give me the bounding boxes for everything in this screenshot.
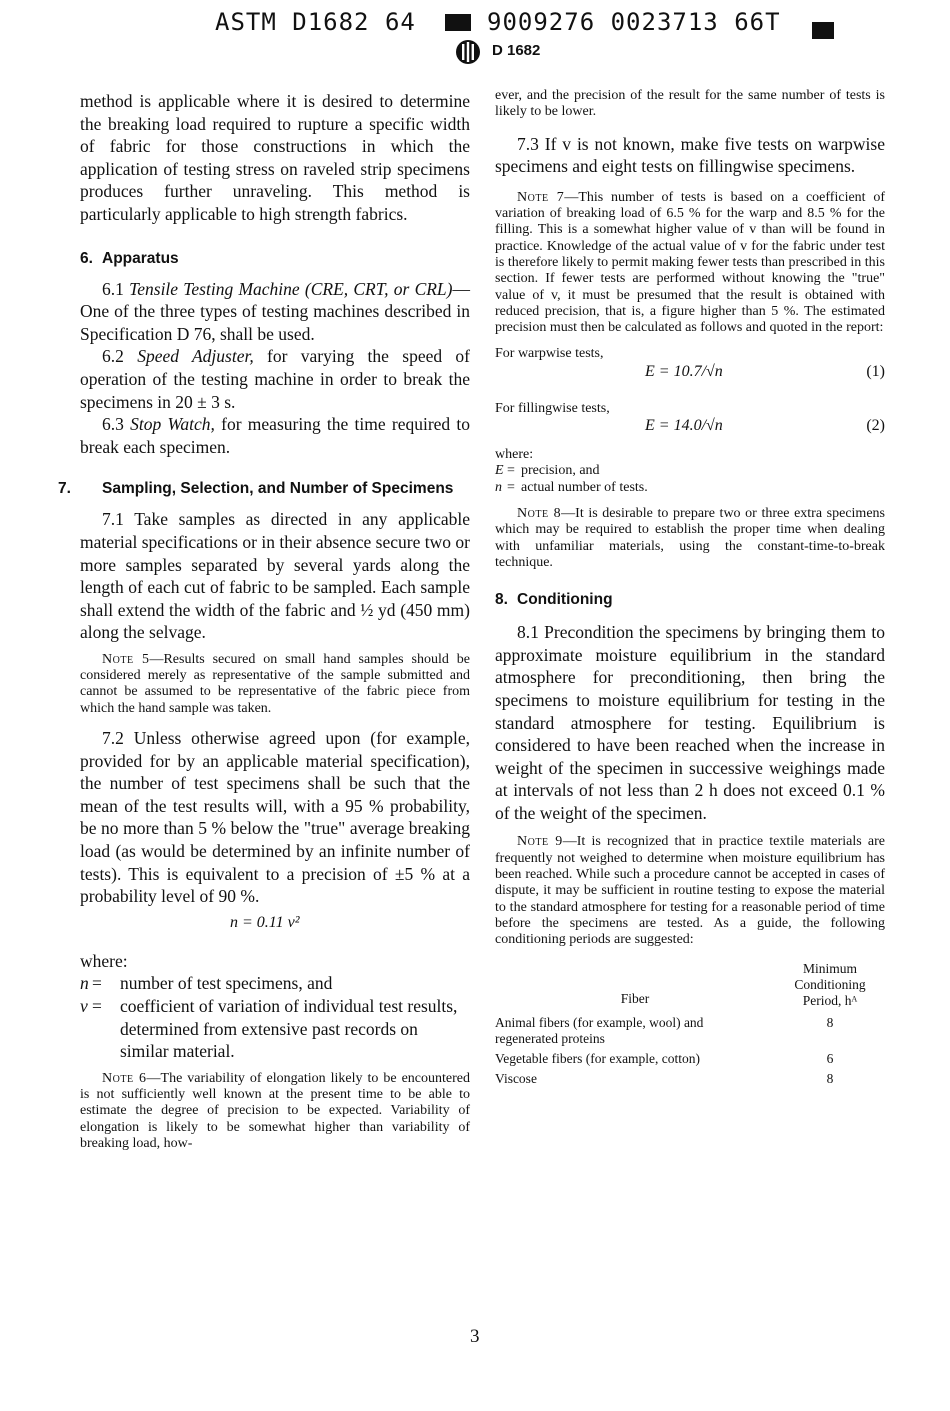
table-cell-hours: 6 <box>826 1050 834 1066</box>
section-6-heading <box>80 248 470 270</box>
table-row <box>495 1049 885 1069</box>
intro-paragraph: method is applicable where it is desired to determine the breaking load required to rupture a specific width of fabric for those constructions in which the application of testing stress on raveled strip specimens produces further unraveling. This method is particularly applicable to high strength fabrics. <box>80 91 470 224</box>
note-5-label: Note 5 <box>102 651 150 667</box>
definition-n-right <box>495 480 885 496</box>
paragraph-6-1-text: —One of the three types of testing machines described in Specification D 76, shall be used. <box>80 278 470 344</box>
definition-n-right-text: actual number of tests. <box>521 479 648 495</box>
conditioning-table <box>495 961 885 1089</box>
definition-n <box>80 972 470 995</box>
section-7-heading <box>58 478 470 500</box>
definition-v-text: coefficient of variation of individual test results, determined from extensive past records on similar material. <box>120 996 458 1062</box>
note-9 <box>495 834 885 948</box>
section-6-title: Apparatus <box>102 249 179 267</box>
section-7-title: Sampling, Selection, and Number of Specimens <box>102 480 454 498</box>
table-cell-fiber: Vegetable fibers (for example, cotton) <box>495 1050 701 1066</box>
paragraph-6-3 <box>80 413 470 458</box>
astm-logo <box>454 38 482 66</box>
where-label: where: <box>80 950 128 971</box>
table-header-period: Minimum Conditioning Period, hᴬ <box>794 960 866 1008</box>
paragraph-6-1-title: Tensile Testing Machine (CRE, CRT, or CRL) <box>129 278 453 299</box>
designation-label: D 1682 <box>492 42 541 59</box>
paragraph-6-2 <box>80 345 470 413</box>
page-number: 3 <box>470 1326 480 1347</box>
fillingwise-label: For fillingwise tests, <box>495 400 610 416</box>
header-bar-left <box>445 14 471 31</box>
header-code-right: 9009276 0023713 66T <box>487 8 781 36</box>
note-7-label: Note 7 <box>517 189 565 205</box>
right-column <box>495 88 885 1089</box>
definition-n-right-symbol: n <box>495 479 502 495</box>
equation-2-expression: E = 14.0/√n <box>645 417 723 435</box>
equation-1 <box>495 363 885 387</box>
table-cell-fiber: Viscose <box>495 1070 537 1086</box>
warpwise-label: For warpwise tests, <box>495 346 604 362</box>
definition-v-equals: = <box>92 996 102 1016</box>
section-6-number: 6. <box>80 249 93 267</box>
note-8-text: —It is desirable to prepare two or three extra specimens which may be required to establish the proper time when dealing with unfamiliar materials, using the constant-time-to-break technique. <box>495 505 885 570</box>
header-code-left: ASTM D1682 64 <box>215 8 416 36</box>
equation-1-number: (1) <box>866 362 885 380</box>
left-column <box>58 90 471 1152</box>
section-7-number: 7. <box>58 480 71 498</box>
definition-v-symbol: v <box>80 996 88 1016</box>
note-5-text: —Results secured on small hand samples should be considered merely as representative of the sample submitted and cannot be assumed to be representative of the fabric piece from which the hand sample was taken. <box>80 651 470 716</box>
paragraph-7-1: 7.1 Take samples as directed in any applicable material specifications or in their absence secure two or more samples separated by several yards along the length of each cut of fabric to be sampled. Each sample shall extend the width of the fabric and ½ yd (450 mm) along the selvage. <box>80 509 470 643</box>
paragraph-7-3: 7.3 If v is not known, make five tests on warpwise specimens and eight tests on fillingwise specimens. <box>495 133 885 177</box>
definition-n-symbol: n <box>80 973 89 994</box>
definition-E <box>495 463 885 479</box>
note-6-label: Note 6 <box>102 1070 147 1086</box>
note-9-label: Note 9 <box>517 834 563 850</box>
where-label-right: where: <box>495 447 534 463</box>
equation-1-expression: E = 10.7/√n <box>645 362 723 380</box>
paragraph-6-2-title: Speed Adjuster, <box>137 346 254 367</box>
table-cell-fiber: Animal fibers (for example, wool) and regenerated proteins <box>495 1014 704 1046</box>
continued-paragraph: ever, and the precision of the result for the same number of tests is likely to be lower. <box>495 88 885 120</box>
definition-E-symbol: E <box>495 463 504 479</box>
paragraph-6-3-text: for measuring the time required to break each specimen. <box>80 414 471 457</box>
note-6 <box>80 1071 470 1152</box>
paragraph-6-1 <box>80 278 470 346</box>
paragraph-6-2-text: for varying the speed of operation of the testing machine in order to break the specimens in 20 ± 3 s. <box>80 346 470 412</box>
table-row <box>495 1013 885 1049</box>
paragraph-6-2-number: 6.2 <box>102 346 124 367</box>
paragraph-6-1-number: 6.1 <box>102 278 124 299</box>
definition-E-equals: = <box>507 463 515 479</box>
table-header-fiber: Fiber <box>620 990 650 1006</box>
definition-n-text: number of test specimens, and <box>120 973 333 994</box>
conditioning-table-header <box>495 961 885 1013</box>
note-6-text: —The variability of elongation likely to be encountered is not sufficiently well known at the present time to be able to estimate the degree of precision to be expected. Variability of elongation is likely to be somewhat higher than variability of breaking load, how- <box>80 1070 470 1151</box>
definition-v <box>80 995 470 1063</box>
section-8-title: Conditioning <box>517 591 613 609</box>
equation-2 <box>495 417 885 441</box>
table-cell-hours: 8 <box>826 1070 834 1086</box>
equation-main-expression: n = 0.11 v² <box>230 913 300 931</box>
table-row <box>495 1069 885 1089</box>
note-8-label: Note 8 <box>517 505 562 521</box>
definition-n-equals: = <box>92 973 102 994</box>
note-8 <box>495 506 885 571</box>
paragraph-6-3-title: Stop Watch, <box>130 414 215 435</box>
note-7 <box>495 190 885 337</box>
equation-2-number: (2) <box>866 417 885 435</box>
paragraph-6-3-number: 6.3 <box>102 414 124 435</box>
section-8-heading <box>495 589 885 611</box>
paragraph-8-1: 8.1 Precondition the specimens by bringing them to approximate moisture equilibrium in the standard atmosphere for preconditioning, then bring the specimens to moisture equilibrium for testing in the standard atmosphere for testing. Equilibrium is considered to have been reached when the increase in weight of the specimen in successive weighings made at intervals of not less than 2 h does not exceed 0.1 % of the weight of the specimen. <box>495 622 885 823</box>
note-5 <box>80 652 470 717</box>
definition-E-text: precision, and <box>521 463 600 479</box>
note-9-text: —It is recognized that in practice textile materials are frequently not weighed to determine when moisture equilibrium has been reached. While such a procedure cannot be accepted in cases of dispute, it may be sufficient in routine testing to expose the material to the standard atmosphere for testing for a reasonable period of time before the specimens are tested. As a guide, the following conditioning periods are suggested: <box>495 834 885 948</box>
definition-n-right-equals: = <box>507 479 515 495</box>
header-bar-right <box>812 22 834 39</box>
header-code <box>215 8 855 44</box>
section-8-number: 8. <box>495 591 508 609</box>
note-7-text: —This number of tests is based on a coefficient of variation of breaking load of 6.5 % for the warp and 8.5 % for the filling. This is a somewhat higher value of v than will be found in practice. Knowledge of the actual value of v for the fabric under test is therefore likely to permit making fewer tests than prescribed in this section. If fewer tests are performed without knowing the "true" value of v, it must be presumed that the result is obtained with reduced precision, that is, a figure higher than 5 %. The estimated precision must then be calculated as follows and quoted in the report: <box>495 189 885 336</box>
paragraph-7-2: 7.2 Unless otherwise agreed upon (for example, provided for by an applicable material specification), the number of test specimens shall be such that the mean of the test results will, with a 95 % probability, be no more than 5 % below the "true" average breaking load (as would be determined by an infinite number of tests). This is equivalent to a precision of ±5 % at a probability level of 90 %. <box>80 728 470 907</box>
table-cell-hours: 8 <box>826 1014 834 1030</box>
equation-main <box>80 914 470 938</box>
